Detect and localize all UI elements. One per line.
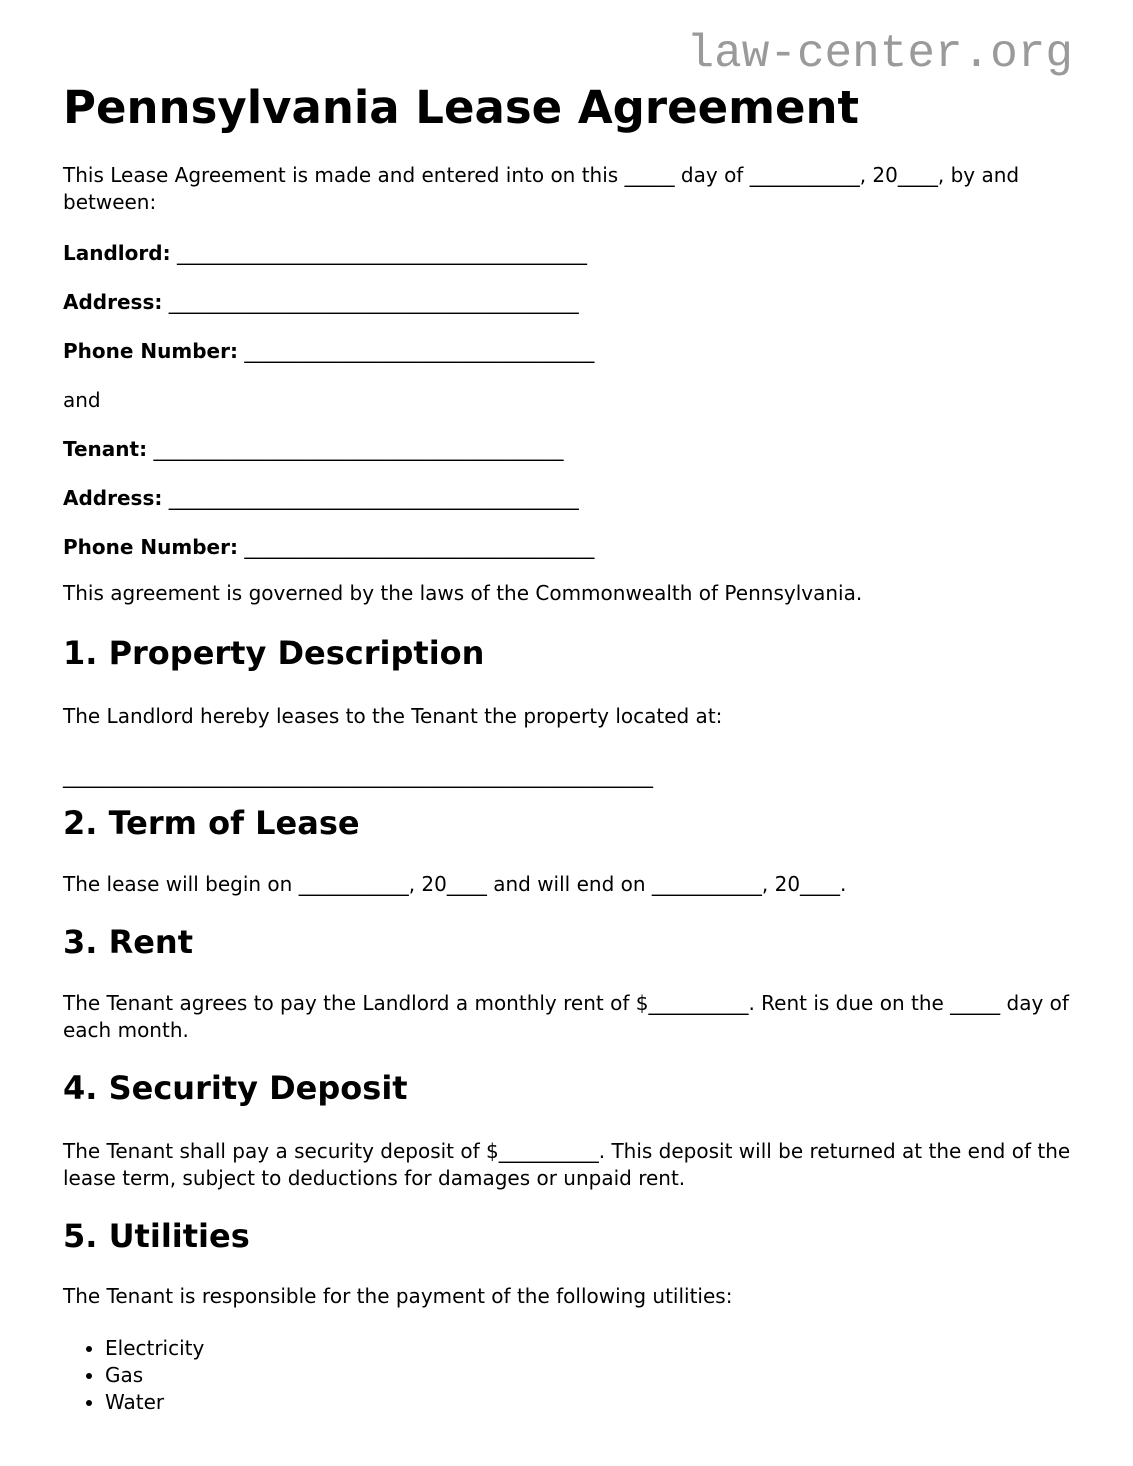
landlord-address-label: Address: xyxy=(63,290,163,314)
property-description-body: The Landlord hereby leases to the Tenant the property located at: xyxy=(63,704,723,728)
tenant-address-blank: _________________________________________ xyxy=(168,486,579,510)
landlord-address-row xyxy=(63,289,1073,316)
landlord-phone-blank: ___________________________________ xyxy=(244,339,595,363)
utility-item-water: • Water xyxy=(105,1389,1073,1416)
tenant-address-row xyxy=(63,485,1073,512)
utilities-body: The Tenant is responsible for the payment of the following utilities: xyxy=(63,1284,733,1308)
landlord-blank: _________________________________________ xyxy=(176,241,587,265)
term-of-lease-body: The lease will begin on ___________, 20____ and will end on ___________, 20____. xyxy=(63,872,847,896)
section-security-deposit xyxy=(63,1068,1073,1192)
landlord-phone-row xyxy=(63,338,1073,365)
landlord-address-blank: _________________________________________ xyxy=(168,290,579,314)
document-title: Pennsylvania Lease Agreement xyxy=(63,81,860,134)
utilities-list xyxy=(63,1335,1073,1416)
section-property-description xyxy=(63,633,1073,790)
section-rent xyxy=(63,922,1073,1044)
tenant-label: Tenant: xyxy=(63,437,148,461)
landlord-label: Landlord: xyxy=(63,241,171,265)
landlord-phone-label: Phone Number: xyxy=(63,339,238,363)
tenant-row xyxy=(63,436,1073,463)
utility-item-gas: • Gas xyxy=(105,1362,1073,1389)
tenant-phone-label: Phone Number: xyxy=(63,535,238,559)
tenant-blank: _________________________________________ xyxy=(153,437,564,461)
section-heading-term-of-lease: 2. Term of Lease xyxy=(63,804,360,842)
section-heading-utilities: 5. Utilities xyxy=(63,1217,250,1255)
section-heading-rent: 3. Rent xyxy=(63,923,193,961)
property-address-blank: ___________________________________________________________ xyxy=(63,764,653,788)
landlord-row xyxy=(63,240,1073,267)
security-deposit-body: The Tenant shall pay a security deposit of $__________. This deposit will be returned at the end of the lease term, subject to deductions for damages or unpaid rent. xyxy=(63,1139,1071,1190)
section-heading-security-deposit: 4. Security Deposit xyxy=(63,1069,408,1107)
section-utilities xyxy=(63,1216,1073,1416)
tenant-phone-row xyxy=(63,534,1073,561)
intro-paragraph: This Lease Agreement is made and entered into on this _____ day of ___________, 20____, by and between: xyxy=(63,163,1020,214)
site-watermark: law-center.org xyxy=(686,28,1073,80)
utility-item-electricity: • Electricity xyxy=(105,1335,1073,1362)
tenant-address-label: Address: xyxy=(63,486,163,510)
section-heading-property-description: 1. Property Description xyxy=(63,634,485,672)
governing-law-paragraph: This agreement is governed by the laws of the Commonwealth of Pennsylvania. xyxy=(63,581,863,605)
rent-body: The Tenant agrees to pay the Landlord a monthly rent of $__________. Rent is due on the _____ day of each month. xyxy=(63,991,1069,1042)
conjunction-text: and xyxy=(63,388,101,412)
section-term-of-lease xyxy=(63,803,1073,898)
tenant-phone-blank: ___________________________________ xyxy=(244,535,595,559)
